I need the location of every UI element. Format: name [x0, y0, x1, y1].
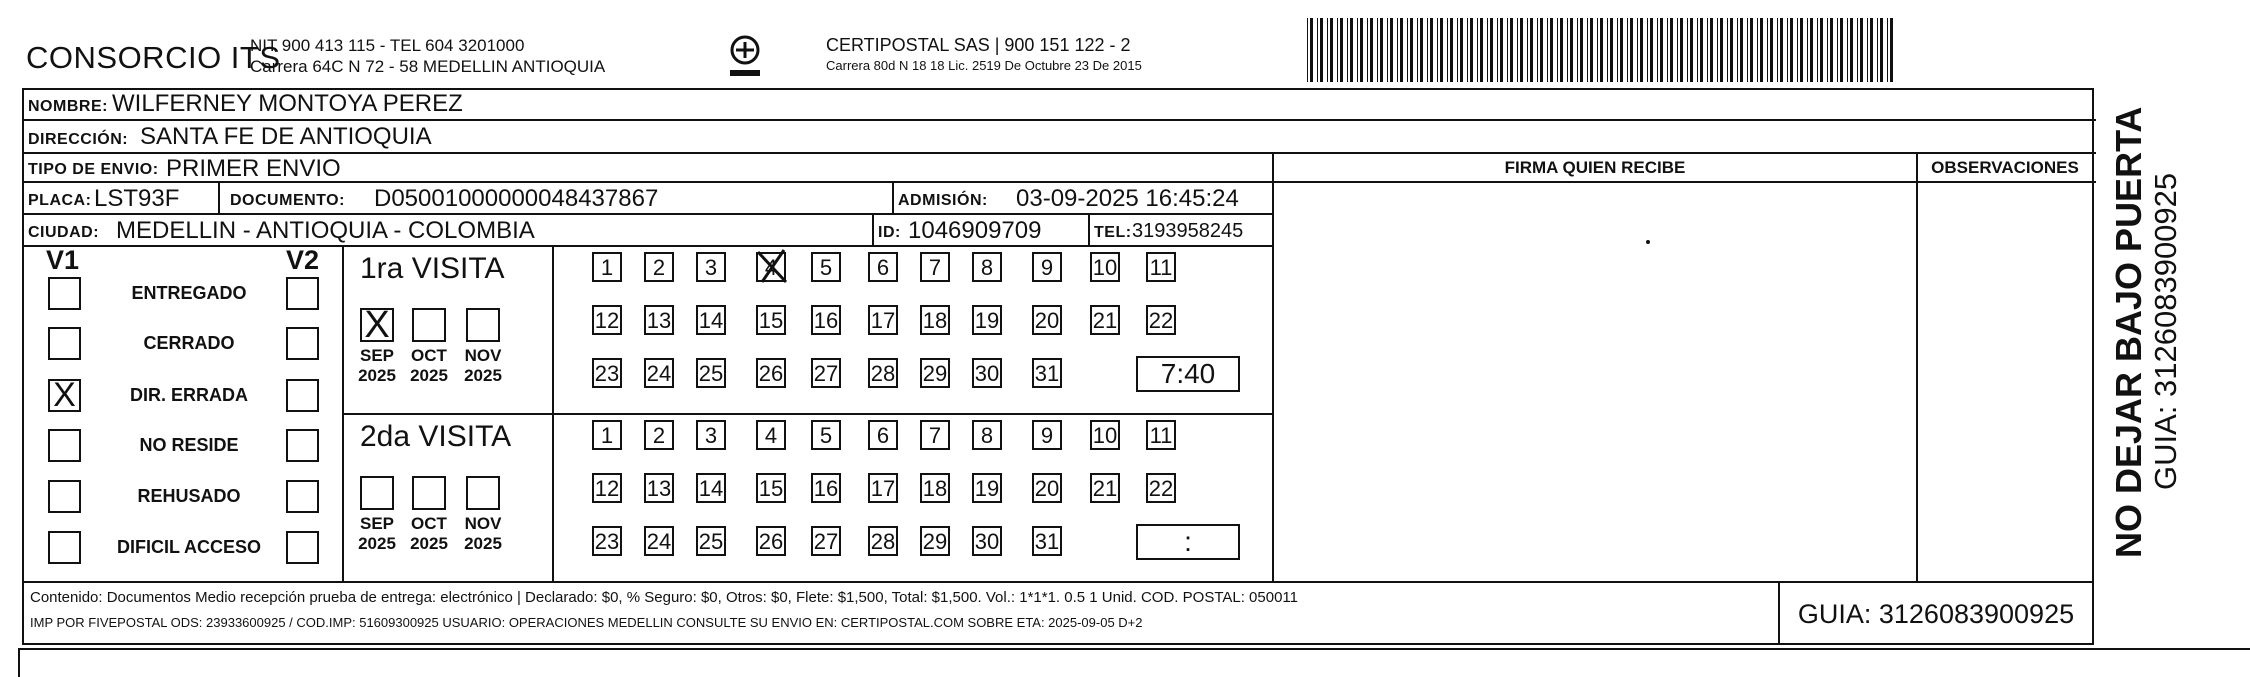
visit1-month-label: OCT: [411, 346, 447, 365]
direccion-value: SANTA FE DE ANTIOQUIA: [140, 123, 432, 150]
company-name: CONSORCIO ITS: [26, 40, 281, 75]
visit-divider: [342, 413, 1272, 415]
ciudad-value: MEDELLIN - ANTIOQUIA - COLOMBIA: [116, 217, 535, 244]
placa-value: LST93F: [94, 185, 180, 212]
tipo-value: PRIMER ENVIO: [166, 155, 341, 182]
visit1-day-box[interactable]: 7: [920, 252, 950, 282]
row-placa: [24, 183, 1274, 215]
visit2-day-box[interactable]: 17: [868, 473, 898, 503]
divider: [1272, 154, 1274, 581]
visit1-year-label: 2025: [358, 366, 396, 385]
visit1-time-box[interactable]: 7:40: [1136, 356, 1240, 392]
visit1-day-box[interactable]: 13: [644, 305, 674, 335]
barcode: [1307, 18, 1897, 82]
visit2-day-box[interactable]: 13: [644, 473, 674, 503]
visit1-day-box[interactable]: 31: [1032, 358, 1062, 388]
nombre-label: NOMBRE:: [28, 98, 108, 115]
status-option: DIR. ERRADA: [129, 385, 248, 405]
visit2-month-label: SEP: [359, 514, 395, 533]
visit1-day-box[interactable]: 24: [644, 358, 674, 388]
visit2-day-box[interactable]: 3: [696, 420, 726, 450]
visit1-month-checkbox[interactable]: X: [360, 308, 394, 342]
divider: [872, 215, 874, 247]
visit2-day-box[interactable]: 25: [696, 526, 726, 556]
visit2-day-box[interactable]: 27: [811, 526, 841, 556]
v2-checkbox[interactable]: [286, 429, 319, 462]
visit1-month-label: SEP: [359, 346, 395, 365]
visit1-day-box[interactable]: 18: [920, 305, 950, 335]
divider: [892, 183, 894, 215]
visit1-day-box[interactable]: 20: [1032, 305, 1062, 335]
visit1-month-label: NOV: [464, 346, 502, 365]
v1-label: V1: [46, 245, 80, 275]
visit2-month-checkbox[interactable]: [466, 476, 500, 510]
visit2-day-box[interactable]: 23: [592, 526, 622, 556]
v1-checkbox[interactable]: [48, 480, 81, 513]
visit2-day-box[interactable]: 8: [972, 420, 1002, 450]
v2-checkbox[interactable]: [286, 277, 319, 310]
visit1-day-box[interactable]: 15: [756, 305, 786, 335]
visit2-day-box[interactable]: 14: [696, 473, 726, 503]
visit2-day-box[interactable]: 6: [868, 420, 898, 450]
v1-checkbox[interactable]: [48, 531, 81, 564]
visit1-day-box[interactable]: 8: [972, 252, 1002, 282]
divider: [1088, 215, 1090, 247]
visit1-day-box[interactable]: 26: [756, 358, 786, 388]
visit1-day-box[interactable]: 29: [920, 358, 950, 388]
visit2-day-box[interactable]: 20: [1032, 473, 1062, 503]
row-ciudad: [24, 215, 1274, 247]
visit1-day-box[interactable]: 9: [1032, 252, 1062, 282]
documento-label: DOCUMENTO:: [230, 192, 345, 209]
v2-checkbox[interactable]: [286, 379, 319, 412]
tel-label: TEL:: [1094, 224, 1132, 241]
visit1-day-box[interactable]: 22: [1146, 305, 1176, 335]
visit2-year-label: 2025: [358, 534, 396, 553]
certipostal-logo: [710, 32, 780, 87]
visit1-day-box[interactable]: 11: [1146, 252, 1176, 282]
firma-header: FIRMA QUIEN RECIBE: [1274, 154, 1916, 183]
visit2-day-box[interactable]: 1: [592, 420, 622, 450]
footer-contenido: Contenido: Documentos Medio recepción prueba de entrega: electrónico | Declarado: $0, % Seguro: $0, Otros: $0, Flete: $1,500, Total: $1,500. Vol.: 1*1*1. 0.5 1 Unid. COD. POSTAL: 050011: [30, 589, 1298, 606]
visit1-day-box[interactable]: 28: [868, 358, 898, 388]
visit1-day-box[interactable]: 12: [592, 305, 622, 335]
status-option: DIFICIL ACCESO: [116, 537, 261, 557]
v1-checkbox[interactable]: [48, 429, 81, 462]
visit1-year-label: 2025: [410, 366, 448, 385]
visit2-day-box[interactable]: 16: [811, 473, 841, 503]
visit2-year-label: 2025: [464, 534, 502, 553]
tipo-label: TIPO DE ENVIO:: [28, 161, 159, 178]
visit2-month-label: NOV: [464, 514, 502, 533]
tel-value: 3193958245: [1132, 220, 1244, 242]
visit2-day-box[interactable]: 12: [592, 473, 622, 503]
visit1-day-box[interactable]: 27: [811, 358, 841, 388]
v1-checkbox[interactable]: [48, 327, 81, 360]
barcode-icon: [1307, 18, 1897, 82]
visit2-title: 2da VISITA: [360, 420, 512, 453]
visit1-day-box[interactable]: 17: [868, 305, 898, 335]
visit1-day-box[interactable]: 23: [592, 358, 622, 388]
admision-value: 03-09-2025 16:45:24: [1016, 185, 1239, 212]
status-option: CERRADO: [143, 333, 235, 353]
v1-checkbox[interactable]: [48, 277, 81, 310]
visit1-day-box[interactable]: 25: [696, 358, 726, 388]
v2-checkbox[interactable]: [286, 327, 319, 360]
status-option: ENTREGADO: [131, 283, 247, 303]
divider: [1916, 154, 1918, 581]
status-option: NO RESIDE: [139, 435, 239, 455]
observaciones-header: OBSERVACIONES: [1918, 154, 2092, 183]
visit1-day-box[interactable]: 21: [1090, 305, 1120, 335]
day-cross-mark-icon: [752, 246, 792, 286]
visit2-day-box[interactable]: 2: [644, 420, 674, 450]
id-value: 1046909709: [908, 217, 1042, 244]
v2-label: V2: [286, 245, 320, 275]
v1-checkbox[interactable]: X: [48, 379, 81, 412]
visit2-month-checkbox[interactable]: [360, 476, 394, 510]
visit1-year-label: 2025: [464, 366, 502, 385]
visit1-day-box[interactable]: 30: [972, 358, 1002, 388]
outer-border: [18, 648, 2250, 650]
v2-checkbox[interactable]: [286, 531, 319, 564]
visit1-day-box[interactable]: 6: [868, 252, 898, 282]
logo-icon: [710, 32, 780, 87]
ciudad-label: CIUDAD:: [28, 224, 100, 241]
visit2-day-box[interactable]: 31: [1032, 526, 1062, 556]
visit2-day-box[interactable]: 15: [756, 473, 786, 503]
divider: [218, 183, 220, 215]
visit2-day-box[interactable]: 30: [972, 526, 1002, 556]
row-direccion: [24, 121, 2096, 154]
visit2-day-box[interactable]: 24: [644, 526, 674, 556]
company-address: Carrera 64C N 72 - 58 MEDELLIN ANTIOQUIA: [250, 57, 606, 76]
side-guia: GUIA: 3126083900925: [2148, 172, 2183, 490]
id-label: ID:: [878, 224, 901, 241]
visit2-day-box[interactable]: 28: [868, 526, 898, 556]
visit1-title: 1ra VISITA: [360, 252, 505, 285]
documento-value: D05001000000048437867: [374, 185, 659, 212]
visit1-month-checkbox[interactable]: [466, 308, 500, 342]
visit1-day-box[interactable]: 2: [644, 252, 674, 282]
outer-border: [18, 648, 20, 677]
visit1-day-box[interactable]: 3: [696, 252, 726, 282]
visit2-day-box[interactable]: 22: [1146, 473, 1176, 503]
signature-dot: [1646, 240, 1650, 244]
visit1-day-box[interactable]: 1: [592, 252, 622, 282]
visit2-year-label: 2025: [410, 534, 448, 553]
footer-guia: GUIA: 3126083900925: [1797, 599, 2075, 629]
side-warning: NO DEJAR BAJO PUERTA: [2108, 106, 2149, 558]
status-option: REHUSADO: [137, 486, 241, 506]
visit2-month-checkbox[interactable]: [412, 476, 446, 510]
carrier-address: Carrera 80d N 18 18 Lic. 2519 De Octubre 23 De 2015: [826, 58, 1142, 73]
visit2-day-box[interactable]: 26: [756, 526, 786, 556]
visit1-day-box[interactable]: 14: [696, 305, 726, 335]
visit2-day-box[interactable]: 4: [756, 420, 786, 450]
visit2-day-box[interactable]: 18: [920, 473, 950, 503]
footer-imp: IMP POR FIVEPOSTAL ODS: 23933600925 / COD.IMP: 51609300925 USUARIO: OPERACIONES MEDELLIN CONSULTE SU ENVIO EN: CERTIPOSTAL.COM SOBRE ETA: 2025-09-05 D+2: [30, 615, 1143, 630]
row-nombre: [24, 88, 2096, 121]
nombre-value: WILFERNEY MONTOYA PEREZ: [112, 90, 463, 117]
visit1-day-box[interactable]: 5: [811, 252, 841, 282]
direccion-label: DIRECCIÓN:: [28, 131, 129, 148]
visit2-day-box[interactable]: 7: [920, 420, 950, 450]
carrier-name: CERTIPOSTAL SAS | 900 151 122 - 2: [826, 35, 1131, 55]
visit2-day-box[interactable]: 19: [972, 473, 1002, 503]
visit2-month-label: OCT: [411, 514, 447, 533]
visit2-time-box[interactable]: :: [1136, 524, 1240, 560]
visit1-day-box[interactable]: 19: [972, 305, 1002, 335]
visit2-day-box[interactable]: 10: [1090, 420, 1120, 450]
placa-label: PLACA:: [28, 192, 92, 209]
divider: [2092, 154, 2094, 581]
visit1-day-box[interactable]: 16: [811, 305, 841, 335]
visit1-day-box[interactable]: 10: [1090, 252, 1120, 282]
v2-checkbox[interactable]: [286, 480, 319, 513]
visit2-day-box[interactable]: 11: [1146, 420, 1176, 450]
visit1-day-box[interactable]: 4: [756, 252, 786, 282]
visit2-day-box[interactable]: 9: [1032, 420, 1062, 450]
visit2-day-box[interactable]: 5: [811, 420, 841, 450]
visit2-day-box[interactable]: 21: [1090, 473, 1120, 503]
company-nit: NIT 900 413 115 - TEL 604 3201000: [250, 36, 525, 55]
admision-label: ADMISIÓN:: [898, 192, 988, 209]
visit2-day-box[interactable]: 29: [920, 526, 950, 556]
visit1-month-checkbox[interactable]: [412, 308, 446, 342]
